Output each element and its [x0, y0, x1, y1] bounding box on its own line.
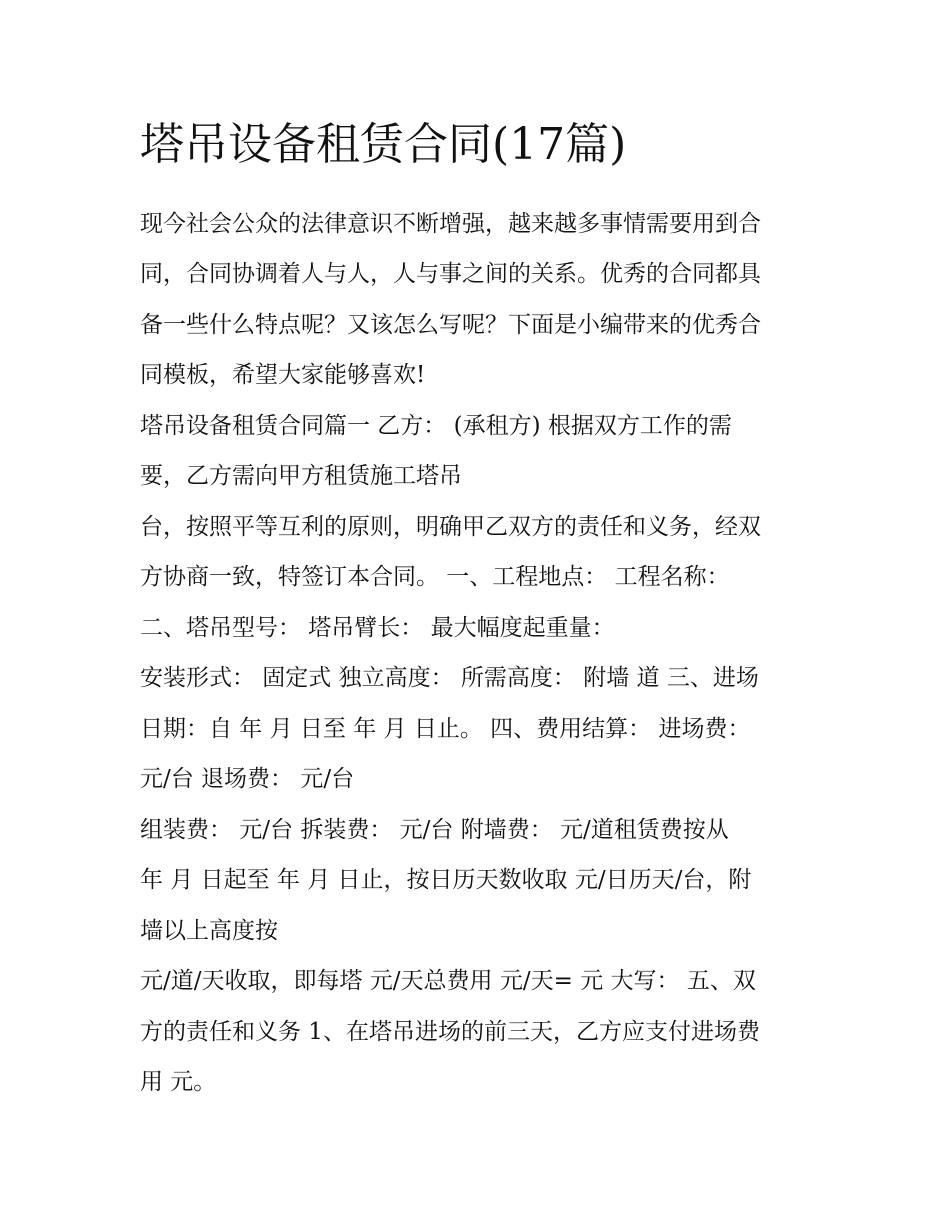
body-line-16: 元/道/天收取，即每塔 元/天总费用 元/天= 元 大写： 五、双	[140, 968, 756, 994]
body-line-4: 同模板，希望大家能够喜欢!	[140, 362, 426, 388]
body-line-18: 用 元。	[140, 1069, 217, 1095]
body-line-9: 二、塔吊型号： 塔吊臂长： 最大幅度起重量：	[140, 615, 615, 641]
body-line-17: 方的责任和义务 1、在塔吊进场的前三天，乙方应支付进场费	[140, 1019, 760, 1045]
body-line-1: 现今社会公众的法律意识不断增强，越来越多事情需要用到合	[140, 211, 761, 237]
body-line-7: 台，按照平等互利的原则，明确甲乙双方的责任和义务，经双	[140, 514, 761, 540]
body-line-2: 同，合同协调着人与人，人与事之间的关系。优秀的合同都具	[140, 261, 761, 287]
document-title: 塔吊设备租赁合同(17篇)	[140, 119, 627, 170]
body-line-13: 组装费： 元/台 拆装费： 元/台 附墙费： 元/道租赁费按从	[140, 817, 729, 843]
body-line-3: 备一些什么特点呢？又该怎么写呢？下面是小编带来的优秀合	[140, 312, 761, 338]
body-line-12: 元/台 退场费： 元/台	[140, 766, 355, 792]
body-line-8: 方协商一致，特签订本合同。 一、工程地点： 工程名称：	[140, 564, 730, 590]
body-line-6: 要，乙方需向甲方租赁施工塔吊	[140, 463, 462, 489]
body-line-14: 年 月 日起至 年 月 日止，按日历天数收取 元/日历天/台，附	[140, 867, 752, 893]
body-line-10: 安装形式： 固定式 独立高度： 所需高度： 附墙 道 三、进场	[140, 665, 759, 691]
body-line-11: 日期：自 年 月 日至 年 月 日止。 四、费用结算： 进场费：	[140, 716, 751, 742]
body-line-15: 墙以上高度按	[140, 918, 278, 944]
body-line-5: 塔吊设备租赁合同篇一 乙方： (承租方) 根据双方工作的需	[140, 413, 732, 439]
